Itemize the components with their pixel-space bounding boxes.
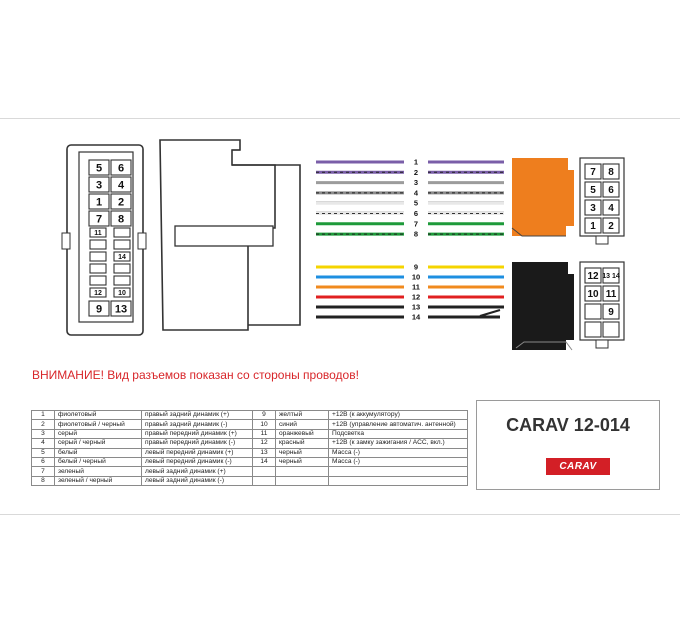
pin-label: 12	[587, 271, 599, 283]
pin-label: 13 14	[602, 273, 620, 281]
table-cell	[329, 467, 468, 476]
pin-label: 14	[118, 254, 126, 262]
wire-number: 2	[413, 167, 419, 177]
pin-label: 2	[117, 196, 125, 209]
table-cell	[253, 476, 276, 485]
table-cell	[276, 476, 329, 485]
table-row	[32, 476, 468, 485]
table-row	[32, 467, 468, 476]
table-cell: зеленый / черный	[55, 476, 142, 485]
oem-connector-side	[160, 140, 300, 330]
wire-3	[316, 178, 504, 187]
table-cell: +12В (к замку зажигания / ACC, вкл.)	[329, 439, 468, 448]
wire-bundle	[316, 158, 504, 322]
table-cell: зеленый	[55, 467, 142, 476]
pin-label: 5	[95, 162, 103, 175]
pin-label: 7	[590, 167, 596, 179]
wire-2	[316, 168, 504, 177]
pin-cell	[603, 322, 619, 337]
pin-cell	[90, 276, 106, 285]
pin-label: 9	[95, 303, 103, 316]
wire-table	[31, 410, 468, 486]
table-cell	[276, 467, 329, 476]
table-cell: черный	[276, 448, 329, 457]
table-cell	[253, 467, 276, 476]
table-cell: фиолетовый	[55, 411, 142, 420]
table-cell: белый	[55, 448, 142, 457]
table-row	[32, 420, 468, 429]
pin-label: 10	[118, 290, 126, 298]
table-cell: 12	[253, 439, 276, 448]
wire-number: 13	[411, 302, 421, 312]
table-cell: правый передний динамик (+)	[142, 429, 253, 438]
pin-cell	[114, 240, 130, 249]
pin-label: 6	[608, 185, 614, 197]
iso-power-connector	[512, 158, 624, 244]
table-cell: серый	[55, 429, 142, 438]
wire-13	[316, 303, 504, 312]
table-cell: красный	[276, 439, 329, 448]
pin-label: 1	[95, 196, 103, 209]
table-cell: левый передний динамик (-)	[142, 457, 253, 466]
table-cell: 2	[32, 420, 55, 429]
wire-number: 5	[413, 198, 419, 208]
table-cell: 13	[253, 448, 276, 457]
pin-label: 7	[95, 213, 103, 226]
table-cell: 10	[253, 420, 276, 429]
pin-cell	[90, 240, 106, 249]
warning-text: ВНИМАНИЕ! Вид разъемов показан со стороны проводов!	[32, 368, 359, 382]
pin-label: 3	[590, 203, 596, 215]
table-cell	[329, 476, 468, 485]
table-cell: синий	[276, 420, 329, 429]
table-row	[32, 439, 468, 448]
wire-9	[316, 263, 504, 272]
wire-number: 12	[411, 292, 421, 302]
table-cell: +12В (к аккумулятору)	[329, 411, 468, 420]
pin-label: 11	[605, 289, 617, 301]
model-title: CARAV 12-014	[506, 415, 630, 435]
pin-cell	[90, 264, 106, 273]
wire-6	[316, 209, 504, 218]
pin-label: 5	[590, 185, 596, 197]
wire-number: 3	[413, 178, 419, 188]
table-row	[32, 448, 468, 457]
table-row	[32, 429, 468, 438]
wire-number: 10	[411, 272, 421, 282]
table-cell: правый передний динамик (-)	[142, 439, 253, 448]
table-cell: белый / черный	[55, 457, 142, 466]
pin-label: 3	[95, 179, 103, 192]
pin-label: 4	[608, 203, 614, 215]
table-cell: фиолетовый / черный	[55, 420, 142, 429]
table-cell: оранжевый	[276, 429, 329, 438]
table-cell: 6	[32, 457, 55, 466]
table-cell: 7	[32, 467, 55, 476]
wire-number: 7	[413, 219, 419, 229]
pin-label: 1	[590, 221, 596, 233]
wire-10	[316, 273, 504, 282]
pin-cell	[90, 252, 106, 261]
wire-number: 4	[413, 188, 419, 198]
table-cell: желтый	[276, 411, 329, 420]
carav-logo: CARAV	[546, 458, 610, 475]
pin-label: 2	[608, 221, 614, 233]
table-cell: 5	[32, 448, 55, 457]
pin-label: 13	[114, 303, 128, 316]
wire-number: 9	[413, 262, 419, 272]
wire-bend	[480, 310, 500, 316]
oem-connector-face	[62, 145, 146, 335]
wire-5	[316, 199, 504, 208]
wire-number: 6	[413, 209, 419, 218]
wire-4	[316, 188, 504, 197]
iso-speaker-connector	[512, 262, 624, 350]
table-cell: 1	[32, 411, 55, 420]
table-cell: Масса (-)	[329, 448, 468, 457]
pin-label: 11	[94, 230, 102, 238]
table-cell: серый / черный	[55, 439, 142, 448]
wire-number: 8	[413, 229, 419, 239]
wire-number: 14	[411, 312, 421, 322]
wire-8	[316, 230, 504, 239]
pin-label: 12	[94, 290, 102, 298]
table-cell: 8	[32, 476, 55, 485]
pin-label: 8	[608, 167, 614, 179]
table-cell: 11	[253, 429, 276, 438]
table-cell: левый задний динамик (+)	[142, 467, 253, 476]
wire-11	[316, 283, 504, 292]
model-box	[476, 400, 660, 490]
pin-cell	[585, 322, 601, 337]
table-cell: Масса (-)	[329, 457, 468, 466]
pin-cell	[585, 304, 601, 319]
table-cell: правый задний динамик (-)	[142, 420, 253, 429]
wire-1	[316, 158, 504, 167]
table-cell: черный	[276, 457, 329, 466]
table-cell: 14	[253, 457, 276, 466]
pin-label: 8	[117, 213, 125, 226]
pin-cell	[114, 276, 130, 285]
table-cell: 3	[32, 429, 55, 438]
wire-7	[316, 219, 504, 228]
wire-12	[316, 293, 504, 302]
wire-14	[316, 313, 500, 322]
table-row	[32, 411, 468, 420]
table-cell: 4	[32, 439, 55, 448]
table-row	[32, 457, 468, 466]
table-cell: +12В (управление автоматич. антенной)	[329, 420, 468, 429]
pin-label: 4	[117, 179, 125, 192]
table-cell: левый передний динамик (+)	[142, 448, 253, 457]
wire-number: 11	[412, 282, 420, 292]
wire-number: 1	[413, 157, 419, 167]
table-cell: Подсветка	[329, 429, 468, 438]
table-cell: 9	[253, 411, 276, 420]
table-cell: левый задний динамик (-)	[142, 476, 253, 485]
pin-cell	[114, 264, 130, 273]
pin-cell	[114, 228, 130, 237]
pin-label: 10	[587, 289, 599, 301]
table-cell: правый задний динамик (+)	[142, 411, 253, 420]
pin-label: 6	[117, 162, 125, 175]
pin-label: 9	[608, 307, 614, 319]
